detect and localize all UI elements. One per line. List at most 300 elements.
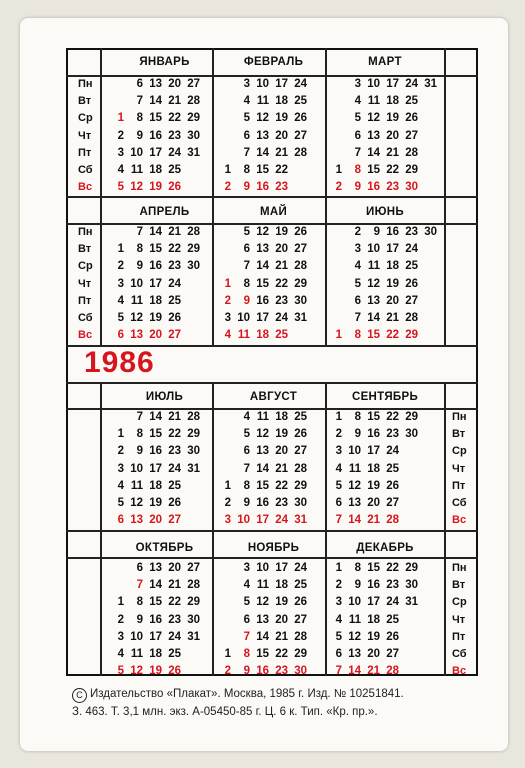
day-number: 19 bbox=[149, 665, 162, 678]
day-number: 5 bbox=[335, 630, 342, 643]
day-number: 15 bbox=[367, 562, 380, 574]
day-number: 22 bbox=[386, 164, 399, 176]
day-number: 8 bbox=[136, 596, 143, 609]
grid-line bbox=[212, 382, 214, 676]
day-number: 29 bbox=[405, 562, 418, 574]
day-number: 6 bbox=[243, 445, 250, 458]
day-number: 4 bbox=[354, 95, 361, 108]
day-number: 16 bbox=[256, 294, 269, 307]
day-number: 7 bbox=[243, 260, 250, 273]
day-number: 16 bbox=[256, 665, 269, 678]
grid-line bbox=[66, 557, 478, 559]
day-number: 20 bbox=[168, 562, 181, 574]
weekday-label-5: Пт bbox=[452, 630, 466, 643]
day-number: 27 bbox=[168, 329, 181, 342]
day-number: 11 bbox=[130, 648, 143, 660]
weekday-label-6: Сб bbox=[78, 164, 93, 176]
day-number: 1 bbox=[117, 112, 124, 125]
day-number: 20 bbox=[386, 129, 399, 142]
day-number: 6 bbox=[243, 613, 250, 626]
day-number: 4 bbox=[117, 294, 124, 307]
day-number: 22 bbox=[275, 277, 288, 290]
day-number: 4 bbox=[335, 613, 342, 626]
day-number: 16 bbox=[256, 181, 269, 194]
day-number: 2 bbox=[354, 226, 361, 238]
weekday-label-7: Вс bbox=[452, 665, 467, 678]
day-number: 11 bbox=[256, 411, 269, 423]
day-number: 1 bbox=[335, 164, 342, 176]
day-number: 20 bbox=[367, 648, 380, 660]
day-number: 11 bbox=[130, 164, 143, 176]
month-name: АВГУСТ bbox=[249, 391, 298, 403]
grid-line bbox=[100, 382, 102, 676]
day-number: 17 bbox=[275, 78, 288, 90]
day-number: 11 bbox=[237, 329, 250, 342]
day-number: 24 bbox=[168, 630, 181, 643]
day-number: 14 bbox=[367, 312, 380, 324]
weekday-label-1: Пн bbox=[452, 562, 467, 574]
day-number: 26 bbox=[386, 630, 399, 643]
day-number: 10 bbox=[130, 277, 143, 290]
day-number: 10 bbox=[237, 312, 250, 324]
day-number: 6 bbox=[354, 129, 361, 142]
day-number: 27 bbox=[294, 129, 307, 142]
day-number: 2 bbox=[117, 260, 124, 273]
day-number: 17 bbox=[367, 596, 380, 609]
day-number: 21 bbox=[168, 95, 181, 108]
day-number: 22 bbox=[275, 479, 288, 492]
day-number: 2 bbox=[224, 181, 231, 194]
day-number: 19 bbox=[149, 312, 162, 324]
day-number: 1 bbox=[335, 411, 342, 423]
weekday-label-5: Пт bbox=[452, 479, 466, 492]
day-number: 3 bbox=[243, 562, 250, 574]
day-number: 14 bbox=[149, 226, 162, 238]
copyright-icon: C bbox=[72, 688, 87, 703]
day-number: 6 bbox=[354, 294, 361, 307]
weekday-label-2: Вт bbox=[78, 243, 92, 256]
day-number: 20 bbox=[275, 129, 288, 142]
day-number: 25 bbox=[386, 613, 399, 626]
weekday-label-6: Сб bbox=[78, 312, 93, 324]
day-number: 12 bbox=[367, 277, 380, 290]
day-number: 2 bbox=[117, 445, 124, 458]
day-number: 6 bbox=[243, 129, 250, 142]
weekday-label-1: Пн bbox=[78, 226, 93, 238]
day-number: 24 bbox=[294, 562, 307, 574]
day-number: 2 bbox=[117, 613, 124, 626]
day-number: 6 bbox=[136, 562, 143, 574]
day-number: 19 bbox=[386, 112, 399, 125]
weekday-label-1: Пн bbox=[78, 78, 93, 90]
day-number: 4 bbox=[224, 329, 231, 342]
day-number: 19 bbox=[275, 226, 288, 238]
day-number: 19 bbox=[275, 428, 288, 441]
month-name: НОЯБРЬ bbox=[247, 542, 300, 554]
day-number: 9 bbox=[243, 181, 250, 194]
day-number: 23 bbox=[275, 181, 288, 194]
day-number: 9 bbox=[136, 129, 143, 142]
day-number: 16 bbox=[149, 260, 162, 273]
day-number: 31 bbox=[294, 514, 307, 527]
day-number: 27 bbox=[168, 514, 181, 527]
day-number: 28 bbox=[386, 514, 399, 527]
day-number: 8 bbox=[354, 329, 361, 342]
weekday-label-4: Чт bbox=[452, 462, 466, 475]
day-number: 13 bbox=[256, 445, 269, 458]
day-number: 22 bbox=[168, 596, 181, 609]
day-number: 3 bbox=[354, 78, 361, 90]
day-number: 15 bbox=[149, 243, 162, 256]
day-number: 16 bbox=[367, 579, 380, 592]
day-number: 15 bbox=[367, 411, 380, 423]
day-number: 17 bbox=[256, 312, 269, 324]
day-number: 5 bbox=[243, 596, 250, 609]
day-number: 13 bbox=[149, 562, 162, 574]
day-number: 23 bbox=[405, 226, 418, 238]
day-number: 6 bbox=[335, 497, 342, 509]
day-number: 13 bbox=[348, 648, 361, 660]
day-number: 23 bbox=[275, 294, 288, 307]
year-title: 1986 bbox=[84, 346, 155, 379]
day-number: 29 bbox=[405, 329, 418, 342]
day-number: 3 bbox=[224, 514, 231, 527]
day-number: 27 bbox=[187, 78, 200, 90]
day-number: 1 bbox=[117, 243, 124, 256]
grid-line bbox=[100, 48, 102, 345]
day-number: 18 bbox=[367, 613, 380, 626]
day-number: 9 bbox=[243, 497, 250, 509]
day-number: 13 bbox=[256, 243, 269, 256]
day-number: 19 bbox=[149, 497, 162, 509]
day-number: 8 bbox=[243, 479, 250, 492]
weekday-label-3: Ср bbox=[78, 112, 93, 125]
day-number: 24 bbox=[386, 596, 399, 609]
day-number: 4 bbox=[117, 164, 124, 176]
day-number: 14 bbox=[367, 146, 380, 159]
day-number: 25 bbox=[294, 95, 307, 108]
day-number: 30 bbox=[187, 445, 200, 458]
day-number: 7 bbox=[354, 146, 361, 159]
day-number: 14 bbox=[348, 665, 361, 678]
day-number: 2 bbox=[224, 497, 231, 509]
day-number: 19 bbox=[275, 596, 288, 609]
day-number: 17 bbox=[386, 243, 399, 256]
day-number: 18 bbox=[149, 648, 162, 660]
day-number: 5 bbox=[354, 277, 361, 290]
day-number: 18 bbox=[367, 462, 380, 475]
day-number: 28 bbox=[187, 579, 200, 592]
day-number: 12 bbox=[130, 665, 143, 678]
day-number: 21 bbox=[275, 146, 288, 159]
day-number: 3 bbox=[335, 596, 342, 609]
day-number: 3 bbox=[117, 146, 124, 159]
day-number: 20 bbox=[149, 514, 162, 527]
weekday-label-3: Ср bbox=[452, 596, 467, 609]
day-number: 25 bbox=[294, 579, 307, 592]
day-number: 3 bbox=[117, 630, 124, 643]
day-number: 14 bbox=[256, 146, 269, 159]
day-number: 7 bbox=[243, 630, 250, 643]
day-number: 2 bbox=[224, 665, 231, 678]
day-number: 25 bbox=[168, 479, 181, 492]
day-number: 21 bbox=[386, 312, 399, 324]
day-number: 15 bbox=[367, 329, 380, 342]
month-name: ОКТЯБРЬ bbox=[135, 542, 194, 554]
day-number: 17 bbox=[256, 514, 269, 527]
day-number: 30 bbox=[424, 226, 437, 238]
day-number: 22 bbox=[386, 411, 399, 423]
day-number: 13 bbox=[256, 129, 269, 142]
day-number: 11 bbox=[367, 260, 380, 273]
day-number: 8 bbox=[136, 428, 143, 441]
day-number: 22 bbox=[386, 329, 399, 342]
day-number: 26 bbox=[168, 665, 181, 678]
day-number: 19 bbox=[367, 630, 380, 643]
day-number: 8 bbox=[354, 164, 361, 176]
day-number: 20 bbox=[386, 294, 399, 307]
day-number: 6 bbox=[335, 648, 342, 660]
day-number: 26 bbox=[405, 277, 418, 290]
day-number: 31 bbox=[294, 312, 307, 324]
day-number: 18 bbox=[386, 95, 399, 108]
day-number: 4 bbox=[117, 648, 124, 660]
weekday-label-7: Вс bbox=[452, 514, 467, 527]
day-number: 15 bbox=[149, 596, 162, 609]
grid-line bbox=[66, 223, 478, 225]
day-number: 9 bbox=[354, 579, 361, 592]
day-number: 7 bbox=[243, 146, 250, 159]
day-number: 28 bbox=[187, 226, 200, 238]
day-number: 26 bbox=[405, 112, 418, 125]
weekday-label-6: Сб bbox=[452, 497, 467, 509]
day-number: 22 bbox=[168, 112, 181, 125]
day-number: 4 bbox=[243, 579, 250, 592]
day-number: 25 bbox=[168, 164, 181, 176]
day-number: 12 bbox=[256, 428, 269, 441]
day-number: 18 bbox=[149, 164, 162, 176]
day-number: 5 bbox=[354, 112, 361, 125]
day-number: 11 bbox=[367, 95, 380, 108]
day-number: 15 bbox=[256, 648, 269, 660]
day-number: 29 bbox=[405, 164, 418, 176]
day-number: 31 bbox=[187, 630, 200, 643]
day-number: 17 bbox=[149, 146, 162, 159]
day-number: 11 bbox=[130, 479, 143, 492]
grid-line bbox=[444, 382, 446, 676]
day-number: 14 bbox=[149, 579, 162, 592]
day-number: 22 bbox=[275, 648, 288, 660]
day-number: 5 bbox=[243, 226, 250, 238]
day-number: 11 bbox=[130, 294, 143, 307]
day-number: 14 bbox=[256, 630, 269, 643]
day-number: 1 bbox=[224, 479, 231, 492]
day-number: 28 bbox=[386, 665, 399, 678]
day-number: 22 bbox=[168, 428, 181, 441]
day-number: 23 bbox=[386, 428, 399, 441]
day-number: 24 bbox=[275, 514, 288, 527]
day-number: 22 bbox=[275, 164, 288, 176]
day-number: 12 bbox=[348, 630, 361, 643]
day-number: 17 bbox=[275, 562, 288, 574]
day-number: 18 bbox=[275, 95, 288, 108]
day-number: 10 bbox=[130, 146, 143, 159]
day-number: 21 bbox=[275, 630, 288, 643]
day-number: 12 bbox=[256, 112, 269, 125]
day-number: 30 bbox=[294, 294, 307, 307]
day-number: 19 bbox=[275, 112, 288, 125]
weekday-label-7: Вс bbox=[78, 181, 93, 194]
day-number: 16 bbox=[149, 613, 162, 626]
day-number: 23 bbox=[275, 665, 288, 678]
day-number: 3 bbox=[243, 78, 250, 90]
month-name: ДЕКАБРЬ bbox=[356, 542, 414, 554]
day-number: 27 bbox=[294, 613, 307, 626]
day-number: 25 bbox=[405, 260, 418, 273]
day-number: 6 bbox=[136, 78, 143, 90]
day-number: 25 bbox=[405, 95, 418, 108]
day-number: 8 bbox=[354, 562, 361, 574]
publisher-line-1: Издательство «Плакат». Москва, 1985 г. Изд. № 10251841. bbox=[90, 688, 404, 700]
day-number: 8 bbox=[243, 648, 250, 660]
day-number: 10 bbox=[237, 514, 250, 527]
day-number: 29 bbox=[187, 428, 200, 441]
day-number: 7 bbox=[136, 411, 143, 423]
day-number: 23 bbox=[168, 260, 181, 273]
day-number: 29 bbox=[405, 411, 418, 423]
day-number: 14 bbox=[256, 462, 269, 475]
day-number: 31 bbox=[424, 78, 437, 90]
day-number: 10 bbox=[130, 462, 143, 475]
day-number: 30 bbox=[405, 579, 418, 592]
day-number: 13 bbox=[367, 129, 380, 142]
day-number: 21 bbox=[275, 260, 288, 273]
day-number: 28 bbox=[294, 146, 307, 159]
day-number: 4 bbox=[117, 479, 124, 492]
day-number: 30 bbox=[187, 613, 200, 626]
day-number: 9 bbox=[136, 445, 143, 458]
day-number: 31 bbox=[187, 462, 200, 475]
day-number: 5 bbox=[117, 497, 124, 509]
day-number: 7 bbox=[136, 579, 143, 592]
day-number: 24 bbox=[386, 445, 399, 458]
grid-line bbox=[444, 48, 446, 345]
day-number: 8 bbox=[136, 243, 143, 256]
month-name: ЯНВАРЬ bbox=[139, 56, 190, 68]
day-number: 18 bbox=[275, 579, 288, 592]
day-number: 17 bbox=[149, 630, 162, 643]
day-number: 25 bbox=[275, 329, 288, 342]
day-number: 20 bbox=[149, 329, 162, 342]
day-number: 28 bbox=[405, 312, 418, 324]
day-number: 6 bbox=[117, 329, 124, 342]
day-number: 26 bbox=[294, 428, 307, 441]
day-number: 1 bbox=[224, 164, 231, 176]
grid-line bbox=[66, 196, 478, 198]
day-number: 9 bbox=[243, 665, 250, 678]
day-number: 27 bbox=[405, 294, 418, 307]
day-number: 24 bbox=[168, 146, 181, 159]
day-number: 24 bbox=[405, 78, 418, 90]
day-number: 30 bbox=[405, 428, 418, 441]
day-number: 18 bbox=[149, 294, 162, 307]
day-number: 22 bbox=[168, 243, 181, 256]
day-number: 1 bbox=[224, 648, 231, 660]
publisher-line-2: З. 463. Т. 3,1 млн. экз. А-05450-85 г. Ц. 6 к. Тип. «Кр. пр.». bbox=[72, 706, 378, 718]
day-number: 31 bbox=[405, 596, 418, 609]
day-number: 12 bbox=[130, 181, 143, 194]
day-number: 10 bbox=[256, 78, 269, 90]
day-number: 26 bbox=[294, 112, 307, 125]
day-number: 1 bbox=[224, 277, 231, 290]
day-number: 1 bbox=[117, 428, 124, 441]
day-number: 8 bbox=[243, 277, 250, 290]
grid-line bbox=[66, 382, 478, 384]
day-number: 30 bbox=[187, 129, 200, 142]
day-number: 11 bbox=[348, 613, 361, 626]
day-number: 27 bbox=[386, 497, 399, 509]
day-number: 22 bbox=[386, 562, 399, 574]
day-number: 9 bbox=[354, 181, 361, 194]
day-number: 18 bbox=[386, 260, 399, 273]
day-number: 7 bbox=[136, 95, 143, 108]
day-number: 25 bbox=[168, 294, 181, 307]
day-number: 17 bbox=[386, 78, 399, 90]
day-number: 4 bbox=[354, 260, 361, 273]
day-number: 28 bbox=[294, 260, 307, 273]
day-number: 27 bbox=[187, 562, 200, 574]
day-number: 26 bbox=[386, 479, 399, 492]
day-number: 19 bbox=[367, 479, 380, 492]
day-number: 4 bbox=[243, 95, 250, 108]
day-number: 9 bbox=[243, 294, 250, 307]
day-number: 16 bbox=[149, 129, 162, 142]
day-number: 18 bbox=[256, 329, 269, 342]
day-number: 7 bbox=[335, 514, 342, 527]
day-number: 28 bbox=[294, 462, 307, 475]
day-number: 29 bbox=[294, 277, 307, 290]
weekday-label-1: Пн bbox=[452, 411, 467, 423]
day-number: 14 bbox=[256, 260, 269, 273]
day-number: 3 bbox=[117, 462, 124, 475]
day-number: 8 bbox=[243, 164, 250, 176]
day-number: 23 bbox=[275, 497, 288, 509]
day-number: 21 bbox=[275, 462, 288, 475]
day-number: 26 bbox=[168, 312, 181, 324]
day-number: 10 bbox=[256, 562, 269, 574]
day-number: 21 bbox=[367, 514, 380, 527]
day-number: 13 bbox=[130, 329, 143, 342]
day-number: 15 bbox=[149, 112, 162, 125]
month-name: АПРЕЛЬ bbox=[139, 206, 190, 218]
month-name: МАРТ bbox=[368, 56, 402, 68]
day-number: 7 bbox=[243, 462, 250, 475]
day-number: 29 bbox=[294, 479, 307, 492]
day-number: 15 bbox=[149, 428, 162, 441]
day-number: 25 bbox=[386, 462, 399, 475]
day-number: 27 bbox=[386, 648, 399, 660]
day-number: 7 bbox=[335, 665, 342, 678]
day-number: 12 bbox=[256, 596, 269, 609]
day-number: 2 bbox=[117, 129, 124, 142]
day-number: 30 bbox=[187, 260, 200, 273]
day-number: 14 bbox=[348, 514, 361, 527]
weekday-label-7: Вс bbox=[78, 329, 93, 342]
day-number: 15 bbox=[256, 164, 269, 176]
day-number: 24 bbox=[168, 277, 181, 290]
day-number: 13 bbox=[348, 497, 361, 509]
day-number: 15 bbox=[367, 164, 380, 176]
